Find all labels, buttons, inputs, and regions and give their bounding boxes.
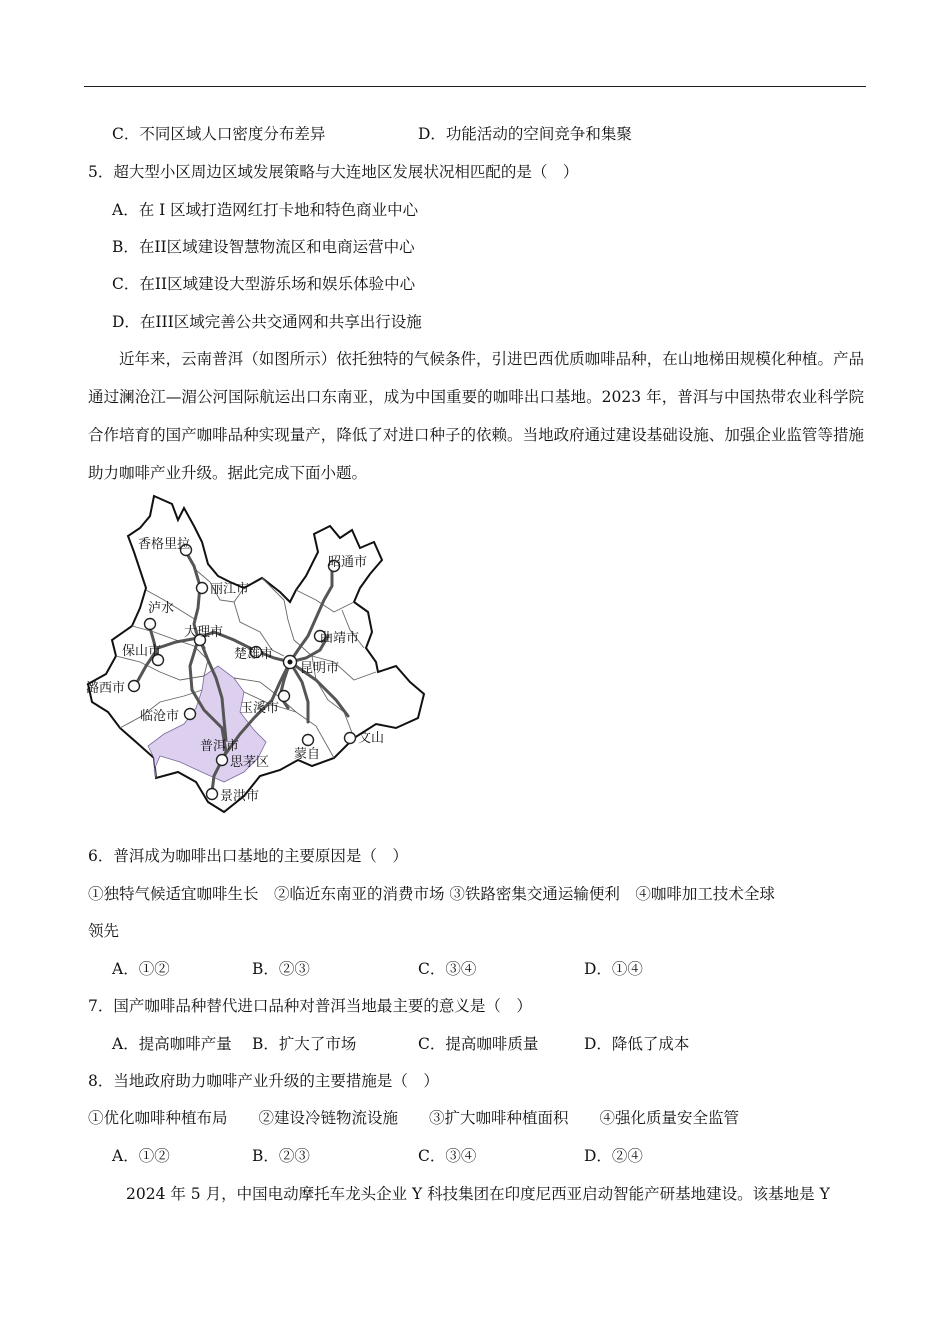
q7-option-c[interactable]: C．提高咖啡质量: [418, 1035, 539, 1053]
city-label: 保山市: [122, 644, 162, 659]
q8-items: ①优化咖啡种植布局 ②建设冷链物流设施 ③扩大咖啡种植面积 ④强化质量安全监管: [88, 1109, 740, 1127]
city-label: 普洱市: [200, 739, 240, 754]
passage-puer-coffee: 近年来，云南普洱（如图所示）依托独特的气候条件，引进巴西优质咖啡品种，在山地梯田规模化种植。产品通过澜沧江—湄公河国际航运出口东南亚，成为中国重要的咖啡出口基地。2023 年，普洱与中国热带农业科学院合作培育的国产咖啡品种实现量产，降低了对进口种子的依赖。当地政府通过建设基础设施、加强企业监管等措施助力咖啡产业升级。据此完成下面小题。: [88, 350, 864, 482]
q6-option-c[interactable]: C．③④: [418, 960, 477, 978]
q4-option-d[interactable]: D．功能活动的空间竞争和集聚: [418, 125, 632, 143]
city-label: 文山: [358, 731, 385, 746]
city-marker: [303, 735, 314, 746]
q6-option-a[interactable]: A．①②: [112, 960, 170, 978]
city-label: 丽江市: [210, 582, 250, 597]
city-label: 香格里拉: [138, 537, 191, 552]
q8-option-d[interactable]: D．②④: [584, 1147, 643, 1165]
q5-option-d[interactable]: D．在III区域完善公共交通网和共享出行设施: [112, 313, 422, 331]
city-label: 玉溪市: [240, 701, 280, 716]
city-label: 潞西市: [86, 681, 126, 696]
city-label: 昆明市: [300, 661, 340, 676]
q5-option-b[interactable]: B．在II区域建设智慧物流区和电商运营中心: [112, 238, 415, 256]
city-marker: [207, 789, 218, 800]
city-marker: [279, 691, 290, 702]
q5-stem: 5．超大型小区周边区域发展策略与大连地区发展状况相匹配的是（ ）: [88, 163, 579, 181]
q7-option-a[interactable]: A．提高咖啡产量: [112, 1035, 232, 1053]
city-label: 景洪市: [220, 789, 260, 804]
city-label: 泸水: [148, 601, 175, 616]
city-marker: [197, 583, 208, 594]
capital-dot: [288, 660, 293, 665]
q8-stem: 8．当地政府助力咖啡产业升级的主要措施是（ ）: [88, 1072, 439, 1090]
city-label: 大理市: [184, 625, 224, 640]
passage-y-group: 2024 年 5 月，中国电动摩托车龙头企业 Y 科技集团在印度尼西亚启动智能产研基地建设。该基地是 Y: [126, 1185, 830, 1203]
city-marker: [185, 709, 196, 720]
city-label: 思茅区: [230, 755, 270, 770]
q6-option-b[interactable]: B．②③: [252, 960, 310, 978]
city-label: 楚雄市: [234, 647, 274, 662]
q7-stem: 7．国产咖啡品种替代进口品种对普洱当地最主要的意义是（ ）: [88, 997, 532, 1015]
q7-option-d[interactable]: D．降低了成本: [584, 1035, 690, 1053]
city-label: 蒙自: [294, 747, 321, 762]
q6-stem: 6．普洱成为咖啡出口基地的主要原因是（ ）: [88, 847, 408, 865]
q8-option-a[interactable]: A．①②: [112, 1147, 170, 1165]
q4-option-c[interactable]: C．不同区域人口密度分布差异: [112, 125, 326, 143]
q6-items: ①独特气候适宜咖啡生长 ②临近东南亚的消费市场 ③铁路密集交通运输便利 ④咖啡加工技术全球: [88, 885, 775, 903]
q5-option-c[interactable]: C．在II区域建设大型游乐场和娱乐体验中心: [112, 275, 416, 293]
city-label: 昭通市: [328, 555, 368, 570]
city-marker: [217, 755, 228, 766]
city-marker: [129, 681, 140, 692]
yunnan-map: [84, 490, 434, 830]
q5-option-a[interactable]: A．在 I 区域打造网红打卡地和特色商业中心: [112, 201, 419, 219]
city-marker: [145, 619, 156, 630]
q8-option-c[interactable]: C．③④: [418, 1147, 477, 1165]
city-marker: [345, 733, 356, 744]
city-label: 曲靖市: [320, 631, 360, 646]
q7-option-b[interactable]: B．扩大了市场: [252, 1035, 357, 1053]
header-rule: [84, 86, 866, 87]
q6-items-cont: 领先: [88, 922, 120, 940]
q8-option-b[interactable]: B．②③: [252, 1147, 310, 1165]
city-label: 临沧市: [140, 709, 180, 724]
q6-option-d[interactable]: D．①④: [584, 960, 643, 978]
